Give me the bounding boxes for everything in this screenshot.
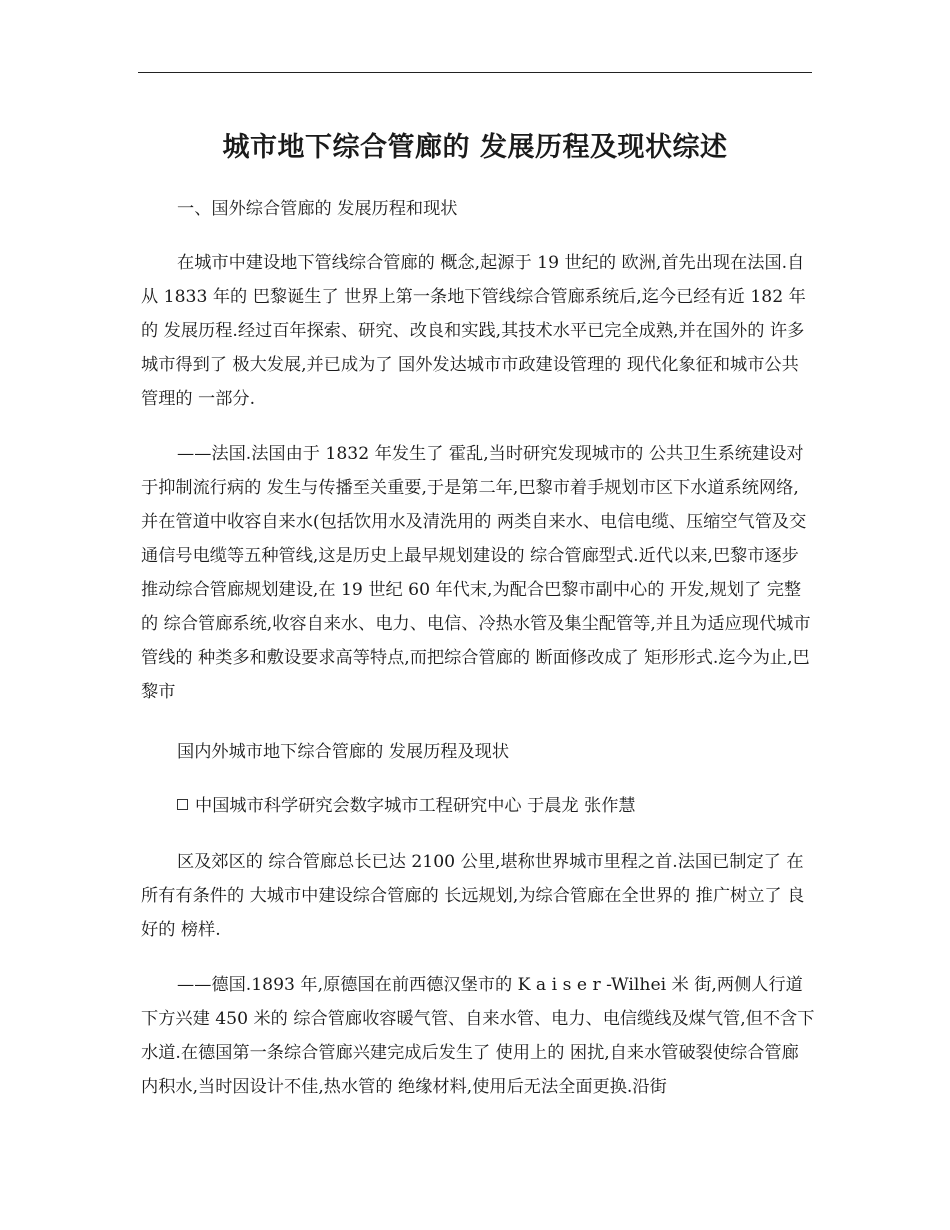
paragraph-paris-length: 区及郊区的 综合管廊总长已达 2100 公里,堪称世界城市里程之首.法国已制定了 在所有有条件的 大城市中建设综合管廊的 长远规划,为综合管廊在全世界的 推广树立了 良好的 榜样. [141, 852, 805, 940]
paragraph-germany: ——德国.1893 年,原德国在前西德汉堡市的 K a i s e r -Wilhei 米 街,两侧人行道下方兴建 450 米的 综合管廊收容暖气管、自来水管、电力、电信缆线及煤气管,但不含下水道.在德国第一条综合管廊兴建完成后发生了 使用上的 困扰,自来水管破裂使综合管廊内积水,当时因设计不佳,热水管的 绝缘材料,使用后无法全面更换.沿街 [141, 975, 815, 1097]
paragraph-france: ——法国.法国由于 1832 年发生了 霍乱,当时研究发现城市的 公共卫生系统建设对于抑制流行病的 发生与传播至关重要,于是第二年,巴黎市着手规划市区下水道系统网络,并在管道中收容自来水(包括饮用水及清洗用的 两类自来水、电信电缆、压缩空气管及交通信号电缆等五种管线,这是历史上最早规划建设的 综合管廊型式.近代以来,巴黎市逐步推动综合管廊规划建设,在 19 世纪 60 年代末,为配合巴黎市副中心的 开发,规划了 完整的 综合管廊系统,收容自来水、电力、电信、冷热水管及集尘配管等,并且为适应现代城市管线的 种类多和敷设要求高等特点,而把综合管廊的 断面修改成了 矩形形式.迄今为止,巴黎市 [141, 444, 811, 702]
author-text: 中国城市科学研究会数字城市工程研究中心 于晨龙 张作慧 [195, 796, 636, 816]
document-title: 城市地下综合管廊的 发展历程及现状综述 [222, 132, 728, 163]
paragraph-subtitle: 国内外城市地下综合管廊的 发展历程及现状 [177, 742, 510, 762]
section-heading: 一、国外综合管廊的 发展历程和现状 [177, 199, 458, 219]
square-bullet-icon [177, 799, 188, 810]
paragraph-author [141, 789, 815, 823]
header-rule [138, 72, 812, 73]
paragraph-origin: 在城市中建设地下管线综合管廊的 概念,起源于 19 世纪的 欧洲,首先出现在法国.自从 1833 年的 巴黎诞生了 世界上第一条地下管线综合管廊系统后,迄今已经有近 182 年的 发展历程.经过百年探索、研究、改良和实践,其技术水平已完全成熟,并在国外的 许多城市得到了 极大发展,并已成为了 国外发达城市市政建设管理的 现代化象征和城市公共管理的 一部分. [141, 253, 806, 409]
